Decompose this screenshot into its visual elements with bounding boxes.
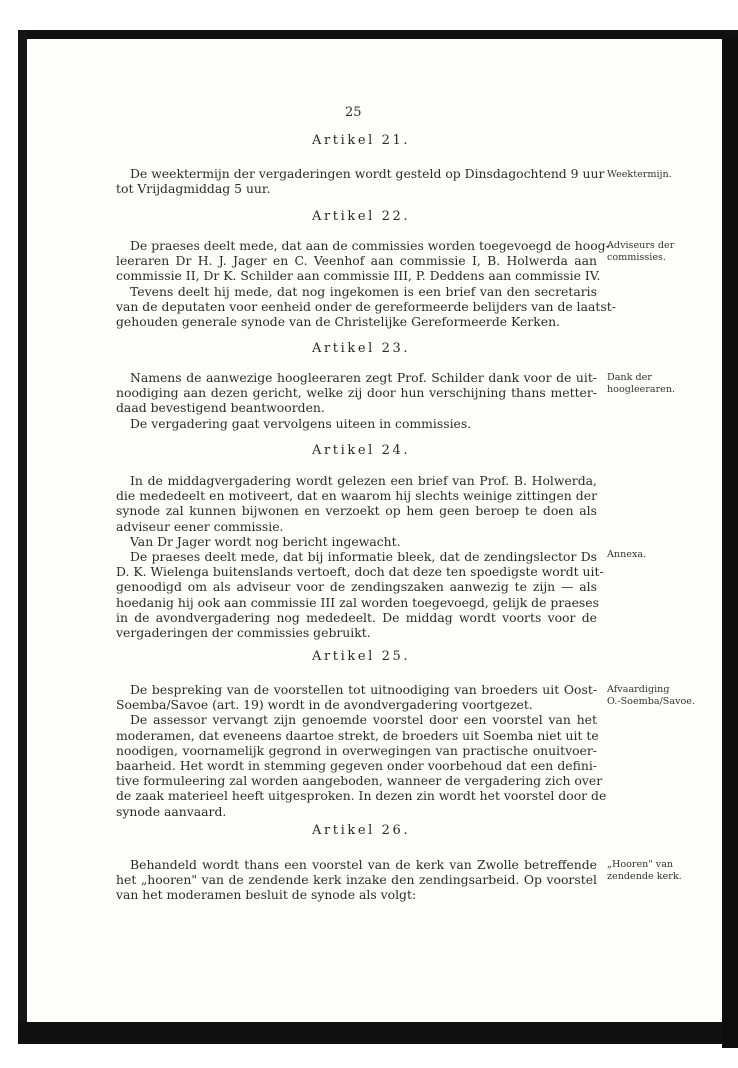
margin-note-line: Annexa. — [607, 549, 647, 560]
article-25-heading: Artikel 25. — [312, 649, 411, 664]
article-22-body — [116, 238, 616, 330]
text-line: vergaderingen der commissies gebruikt. — [116, 625, 371, 641]
text-line: die mededeelt en motiveert, dat en waarom hij slechts weinige zittingen der — [116, 488, 597, 504]
article-22-heading: Artikel 22. — [312, 209, 411, 224]
text-line: tive formuleering zal worden aangeboden, wanneer de vergadering zich over — [116, 773, 603, 789]
scan-border-right — [722, 38, 738, 1048]
page-number: 25 — [345, 105, 362, 120]
article-26-heading: Artikel 26. — [312, 823, 411, 838]
scan-border-top — [22, 30, 738, 39]
margin-note-line: Adviseurs der — [607, 240, 675, 251]
scan-border-bottom — [18, 1022, 723, 1044]
article-26-body — [116, 857, 597, 903]
text-line: synode aanvaard. — [116, 803, 227, 819]
article-24-margin-note — [607, 549, 717, 561]
article-24-heading: Artikel 24. — [312, 443, 411, 458]
article-23-body — [116, 370, 597, 431]
article-23-heading: Artikel 23. — [312, 341, 411, 356]
article-21-body — [116, 166, 605, 197]
text-line: de zaak materieel heeft uitgesproken. In dezen zin wordt het voorstel door de — [116, 788, 607, 804]
text-line: genoodigd om als adviseur voor de zendingszaken aanwezig te zijn — als — [116, 579, 597, 595]
text-line: gehouden generale synode van de Christelijke Gereformeerde Kerken. — [116, 314, 560, 330]
margin-note-line: zendende kerk. — [607, 871, 682, 882]
margin-note-line: Weektermijn. — [607, 169, 672, 180]
text-line: daad bevestigend beantwoorden. — [116, 400, 325, 416]
margin-note-line: commissies. — [607, 252, 666, 263]
article-24-body — [116, 473, 604, 641]
text-line: D. K. Wielenga buitenslands vertoeft, doch dat deze ten spoedigste wordt uit- — [116, 564, 604, 580]
margin-note-line: O.-Soemba/Savoe. — [607, 696, 696, 707]
text-line: Van Dr Jager wordt nog bericht ingewacht. — [130, 533, 401, 549]
margin-note-line: hoogleeraren. — [607, 384, 676, 395]
article-25-margin-note — [607, 684, 717, 708]
text-line: Namens de aanwezige hoogleeraren zegt Prof. Schilder dank voor de uit- — [130, 370, 597, 385]
text-line: Tevens deelt hij mede, dat nog ingekomen is een brief van den secretaris — [130, 283, 597, 299]
article-21-heading: Artikel 21. — [312, 133, 411, 148]
text-line: De vergadering gaat vervolgens uiteen in commissies. — [130, 415, 472, 431]
margin-note-line: „Hooren" van — [607, 859, 674, 870]
text-line: hoedanig hij ook aan commissie III zal worden toegevoegd, gelijk de praeses — [116, 594, 599, 610]
margin-note-line: Afvaardiging — [607, 684, 670, 695]
text-line: van het moderamen besluit de synode als volgt: — [116, 887, 417, 903]
document-page — [27, 39, 722, 1022]
text-line: adviseur eener commissie. — [116, 518, 284, 534]
article-22-margin-note — [607, 240, 717, 264]
text-line: van de deputaten voor eenheid onder de gereformeerde belijders van de laatst- — [116, 298, 616, 314]
text-line: commissie II, Dr K. Schilder aan commissie III, P. Deddens aan commissie IV. — [116, 268, 601, 284]
text-line: In de middagvergadering wordt gelezen een brief van Prof. B. Holwerda, — [130, 473, 597, 488]
text-line: Soemba/Savoe (art. 19) wordt in de avondvergadering voortgezet. — [116, 697, 533, 713]
text-line: in de avondvergadering nog mededeelt. De middag wordt voorts voor de — [116, 609, 597, 625]
scan-border-left — [18, 30, 27, 1040]
text-line: synode zal kunnen bijwonen en verzoekt op hem geen beroep te doen als — [116, 503, 597, 519]
article-25-body — [116, 682, 607, 819]
text-line: Behandeld wordt thans een voorstel van de kerk van Zwolle betreffende — [130, 857, 597, 872]
text-line: moderamen, dat eveneens daartoe strekt, de broeders uit Soemba niet uit te — [116, 727, 599, 743]
article-21-margin-note — [607, 169, 717, 181]
text-line: De weektermijn der vergaderingen wordt gesteld op Dinsdagochtend 9 uur — [130, 166, 605, 181]
text-line: noodiging aan dezen gericht, welke zij door hun verschijning thans metter- — [116, 385, 597, 401]
text-line: De praeses deelt mede, dat aan de commissies worden toegevoegd de hoog- — [130, 238, 610, 253]
text-line: De praeses deelt mede, dat bij informatie bleek, dat de zendingslector Ds — [130, 549, 597, 565]
text-line: noodigen, voornamelijk gegrond in overwegingen van practische onuitvoer- — [116, 742, 597, 758]
text-line: baarheid. Het wordt in stemming gegeven onder voorbehoud dat een defini- — [116, 758, 597, 774]
article-23-margin-note — [607, 372, 717, 396]
margin-note-line: Dank der — [607, 372, 652, 383]
text-line: De assessor vervangt zijn genoemde voorstel door een voorstel van het — [130, 712, 597, 728]
text-line: leeraren Dr H. J. Jager en C. Veenhof aan commissie I, B. Holwerda aan — [116, 253, 597, 269]
text-line: De bespreking van de voorstellen tot uitnoodiging van broeders uit Oost- — [130, 682, 597, 697]
text-line: het „hooren" van de zendende kerk inzake den zendingsarbeid. Op voorstel — [116, 872, 597, 888]
article-26-margin-note — [607, 859, 717, 883]
text-line: tot Vrijdagmiddag 5 uur. — [116, 181, 271, 197]
